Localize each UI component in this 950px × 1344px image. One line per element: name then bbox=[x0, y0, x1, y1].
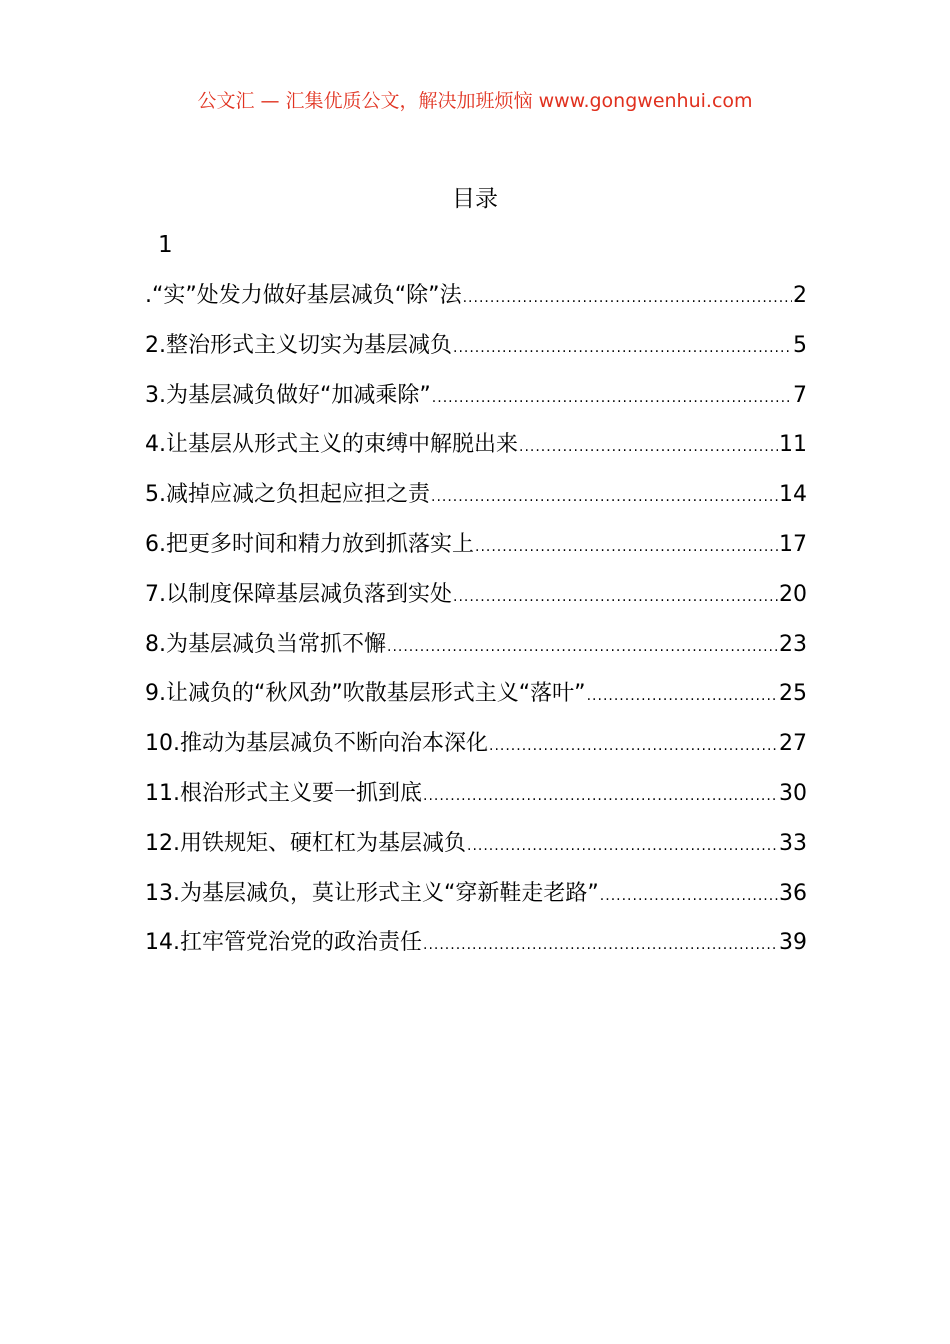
toc-entry-7[interactable] bbox=[145, 577, 807, 627]
toc-entry-9[interactable] bbox=[145, 676, 807, 726]
toc-entry-title: 2.整治形式主义切实为基层减负 bbox=[145, 332, 452, 358]
toc-entry-page: 11 bbox=[779, 432, 807, 458]
toc-entry-8[interactable] bbox=[145, 627, 807, 677]
toc-entry-page: 7 bbox=[793, 382, 807, 408]
toc-entry-6[interactable] bbox=[145, 527, 807, 577]
dot-leader bbox=[423, 788, 778, 804]
toc-entry-3[interactable] bbox=[145, 378, 807, 428]
dot-leader bbox=[423, 937, 778, 953]
dot-leader bbox=[489, 738, 778, 754]
toc-entry-page: 14 bbox=[779, 482, 807, 508]
toc-entry-page: 25 bbox=[779, 681, 807, 707]
toc-entry-page: 20 bbox=[779, 581, 807, 607]
dot-leader bbox=[600, 888, 778, 904]
toc-entry-page: 36 bbox=[779, 880, 807, 906]
toc-entry-title: 3.为基层减负做好“加减乘除” bbox=[145, 382, 431, 408]
toc-title: 目录 bbox=[452, 186, 498, 212]
toc-entry-title: 7.以制度保障基层减负落到实处 bbox=[145, 581, 452, 607]
toc-entry-11[interactable] bbox=[145, 776, 807, 826]
dot-leader bbox=[587, 688, 778, 704]
toc-entry-12[interactable] bbox=[145, 826, 807, 876]
dot-leader bbox=[463, 290, 792, 306]
toc-entry-title: 6.把更多时间和精力放到抓落实上 bbox=[145, 531, 474, 557]
table-of-contents bbox=[145, 278, 807, 975]
toc-entry-1[interactable] bbox=[145, 278, 807, 328]
toc-first-number: 1 bbox=[158, 232, 173, 258]
toc-entry-13[interactable] bbox=[145, 876, 807, 926]
dot-leader bbox=[519, 439, 778, 455]
toc-entry-page: 27 bbox=[779, 731, 807, 757]
toc-entry-page: 17 bbox=[779, 531, 807, 557]
toc-entry-2[interactable] bbox=[145, 328, 807, 378]
toc-entry-page: 33 bbox=[779, 830, 807, 856]
toc-entry-title: 9.让减负的“秋风劲”吹散基层形式主义“落叶” bbox=[145, 681, 586, 707]
toc-entry-5[interactable] bbox=[145, 477, 807, 527]
toc-entry-title: 12.用铁规矩、硬杠杠为基层减负 bbox=[145, 830, 466, 856]
toc-entry-title: 10.推动为基层减负不断向治本深化 bbox=[145, 731, 488, 757]
toc-entry-14[interactable] bbox=[145, 925, 807, 975]
dot-leader bbox=[431, 489, 778, 505]
toc-entry-title: 11.根治形式主义要一抓到底 bbox=[145, 780, 422, 806]
toc-entry-title: 13.为基层减负，莫让形式主义“穿新鞋走老路” bbox=[145, 880, 599, 906]
page-header-banner: 公文汇 — 汇集优质公文，解决加班烦恼 www.gongwenhui.com bbox=[197, 90, 753, 112]
toc-entry-title: 14.扛牢管党治党的政治责任 bbox=[145, 930, 422, 956]
toc-entry-title: 5.减掉应减之负担起应担之责 bbox=[145, 482, 430, 508]
toc-entry-page: 39 bbox=[779, 930, 807, 956]
dot-leader bbox=[387, 639, 778, 655]
toc-entry-page: 30 bbox=[779, 780, 807, 806]
dot-leader bbox=[453, 340, 792, 356]
toc-entry-title: 4.让基层从形式主义的束缚中解脱出来 bbox=[145, 432, 518, 458]
toc-entry-10[interactable] bbox=[145, 726, 807, 776]
dot-leader bbox=[453, 589, 778, 605]
toc-entry-4[interactable] bbox=[145, 427, 807, 477]
dot-leader bbox=[467, 838, 778, 854]
dot-leader bbox=[475, 539, 778, 555]
dot-leader bbox=[432, 390, 792, 406]
toc-entry-page: 5 bbox=[793, 332, 807, 358]
toc-entry-title: 8.为基层减负当常抓不懈 bbox=[145, 631, 386, 657]
toc-entry-page: 2 bbox=[793, 283, 807, 308]
toc-entry-page: 23 bbox=[779, 631, 807, 657]
toc-entry-title: .“实”处发力做好基层减负“除”法 bbox=[145, 283, 462, 308]
